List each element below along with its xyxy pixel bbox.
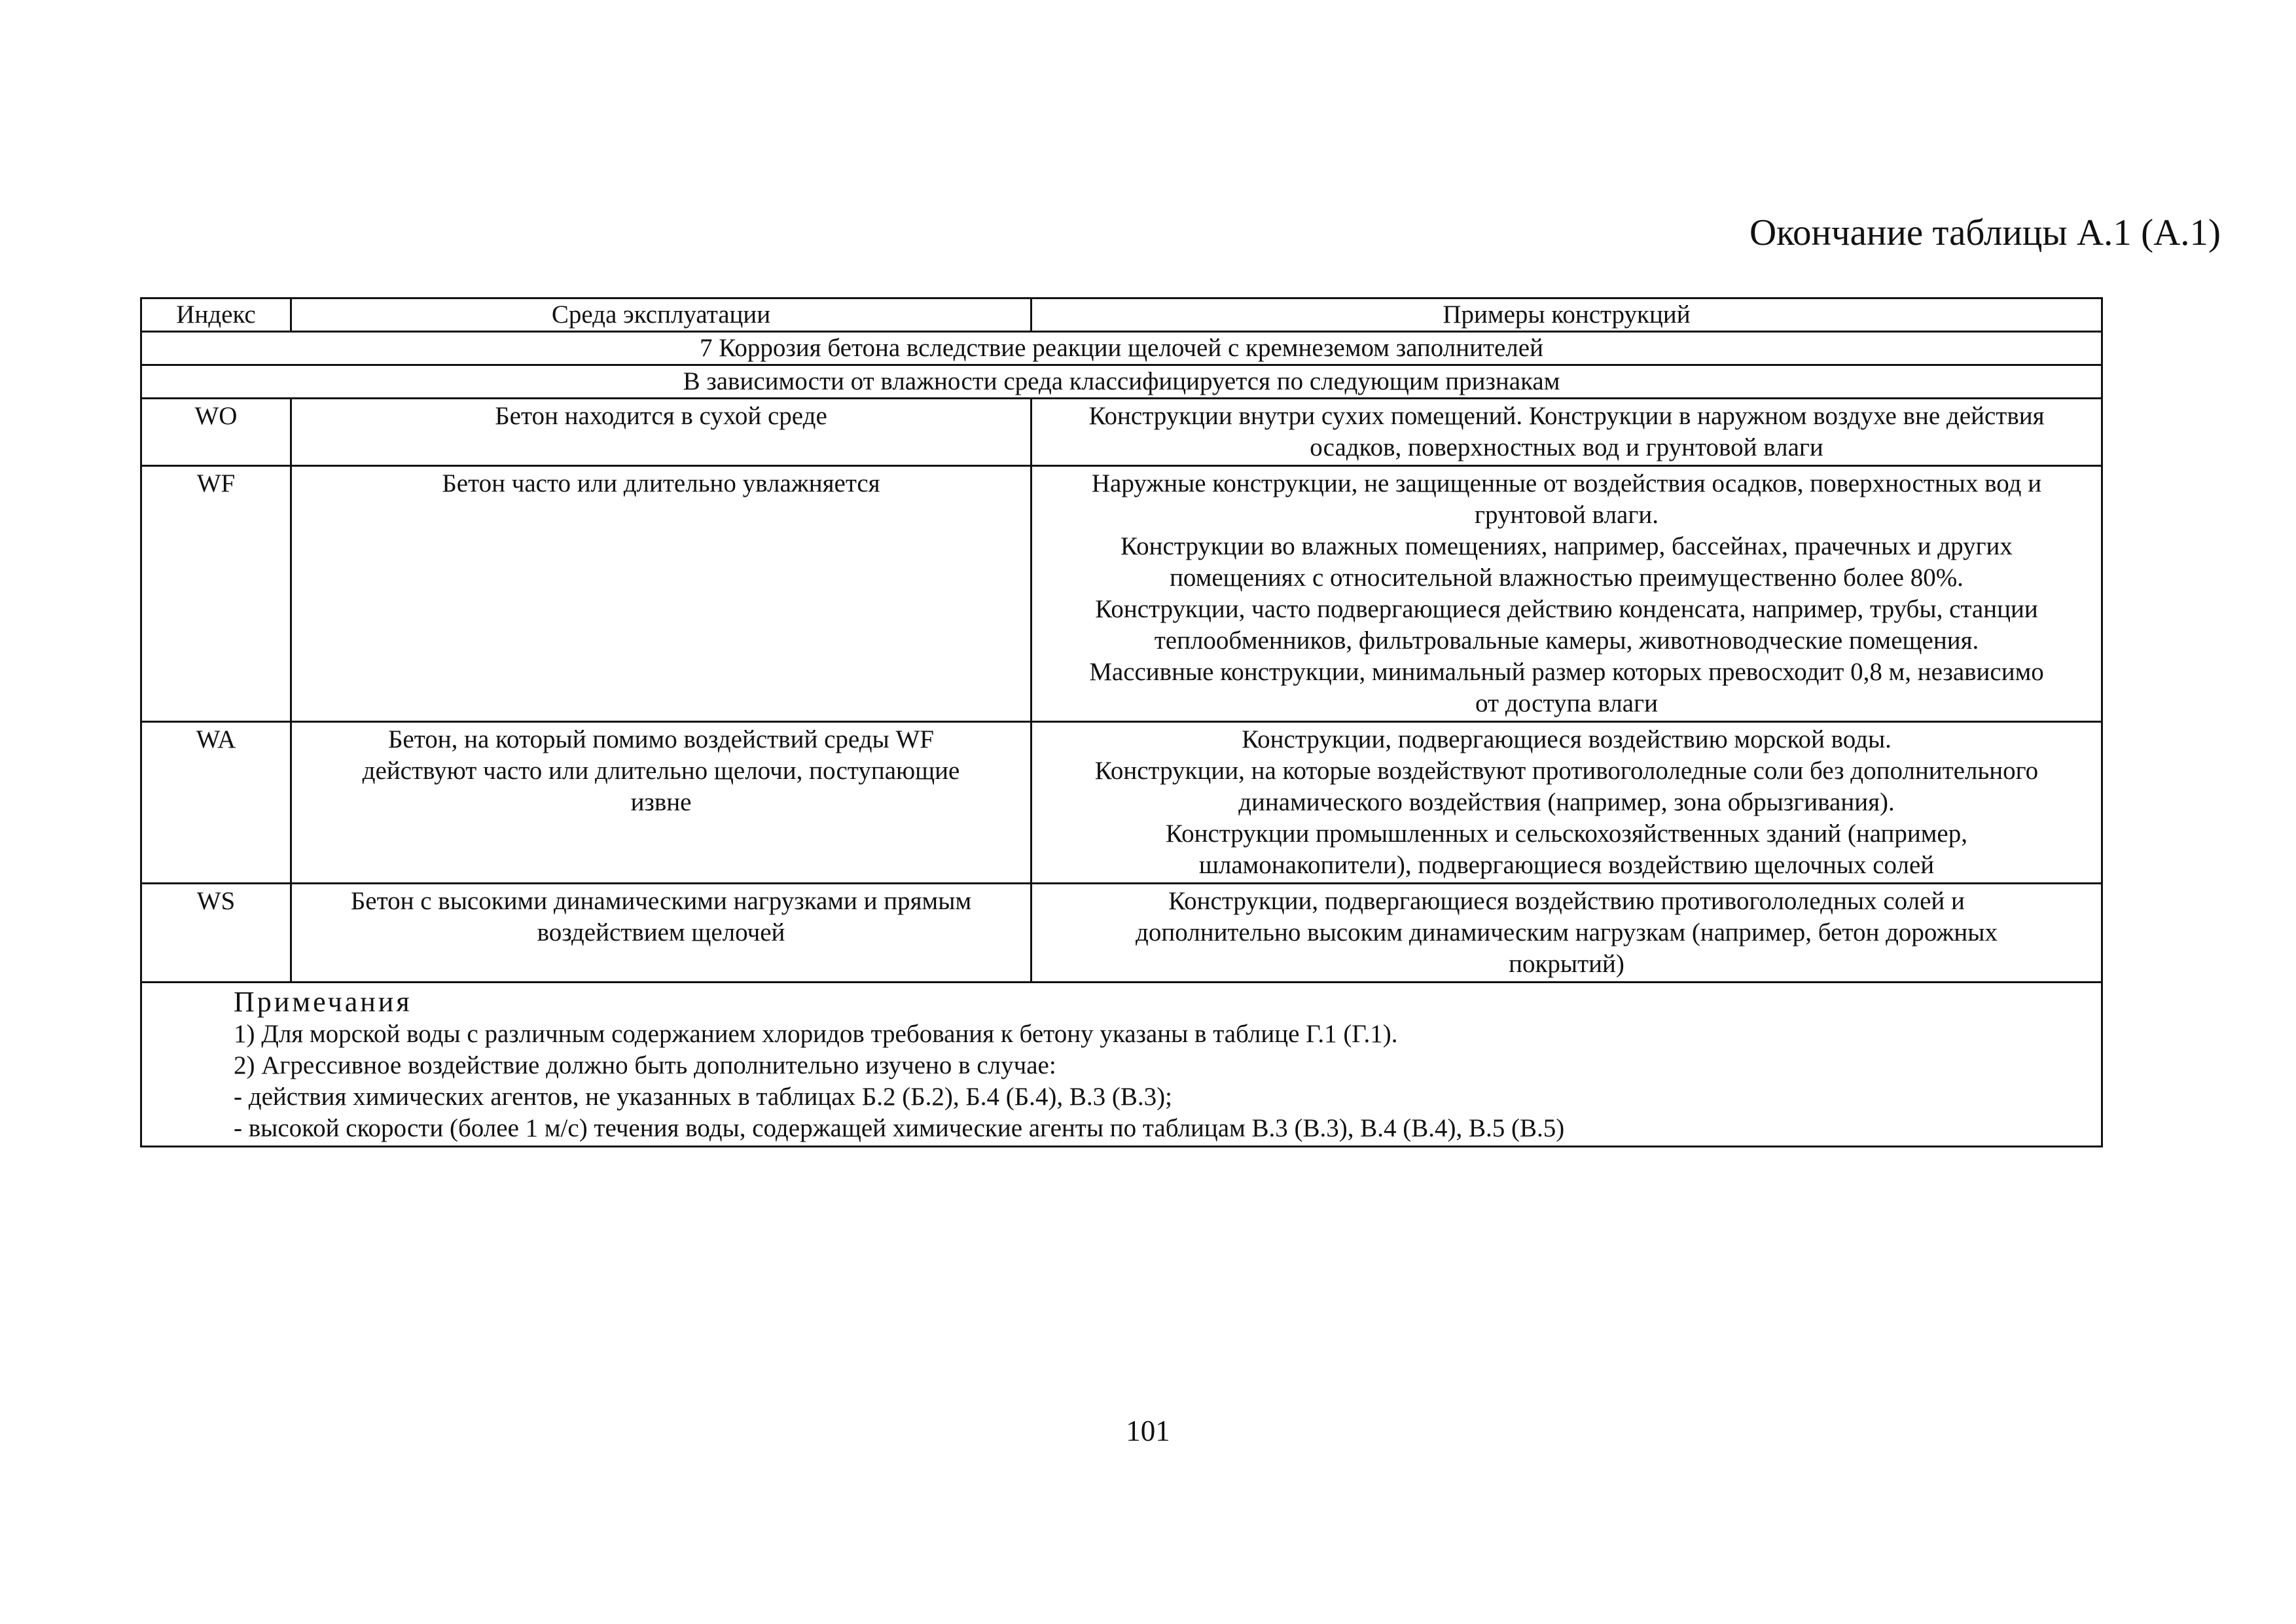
page-number: 101 xyxy=(1126,1415,1170,1447)
environment-line: воздействием щелочей xyxy=(537,918,785,947)
row-environment xyxy=(291,466,1031,722)
table-row xyxy=(141,466,2102,722)
environment-line: Бетон часто или длительно увлажняется xyxy=(442,469,880,497)
row-examples xyxy=(1031,722,2102,884)
examples-line: грунтовой влаги. xyxy=(1475,501,1659,529)
notes-row xyxy=(141,983,2102,1147)
note-line: 1) Для морской воды с различным содержанием хлоридов требования к бетону указаны в таблице Г.1 (Г.1). xyxy=(234,1020,1398,1048)
examples-line: Конструкции, на которые воздействуют противогололедные соли без дополнительного xyxy=(1094,757,2039,785)
examples-line: теплообменников, фильтровальные камеры, животноводческие помещения. xyxy=(1154,626,1979,655)
row-examples xyxy=(1031,466,2102,722)
examples-line: осадков, поверхностных вод и грунтовой влаги xyxy=(1310,433,1823,461)
table-row xyxy=(141,722,2102,884)
environment-line: Бетон, на который помимо воздействий среды WF xyxy=(388,725,934,753)
table-row xyxy=(141,884,2102,983)
row-index: WA xyxy=(141,722,291,884)
note-line: - действия химических агентов, не указанных в таблицах Б.2 (Б.2), Б.4 (Б.4), В.3 (В.3); xyxy=(234,1083,1172,1111)
header-environment: Среда эксплуатации xyxy=(291,298,1031,332)
row-environment xyxy=(291,722,1031,884)
examples-line: Конструкции, подвергающиеся воздействию морской воды. xyxy=(1242,725,1892,753)
environment-line: действуют часто или длительно щелочи, поступающие xyxy=(362,757,960,785)
row-index: WO xyxy=(141,399,291,466)
examples-line: Конструкции, часто подвергающиеся действию конденсата, например, трубы, станции xyxy=(1095,595,2038,623)
row-index: WF xyxy=(141,466,291,722)
row-environment xyxy=(291,884,1031,983)
subsection-title-row xyxy=(141,365,2102,399)
section-title-row xyxy=(141,332,2102,365)
examples-line: динамического воздействия (например, зона обрызгивания). xyxy=(1238,788,1895,816)
section-title: 7 Коррозия бетона вследствие реакции щелочей с кремнеземом заполнителей xyxy=(141,332,2102,365)
examples-line: Конструкции во влажных помещениях, например, бассейнах, прачечных и других xyxy=(1121,532,2013,560)
examples-line: Массивные конструкции, минимальный размер которых превосходит 0,8 м, независимо xyxy=(1089,658,2044,686)
examples-line: шламонакопители), подвергающиеся воздействию щелочных солей xyxy=(1198,851,1935,879)
examples-line: помещениях с относительной влажностью преимущественно более 80%. xyxy=(1170,564,1964,592)
header-index: Индекс xyxy=(141,298,291,332)
examples-line: Конструкции внутри сухих помещений. Конструкции в наружном воздухе вне действия xyxy=(1088,402,2045,430)
table-row xyxy=(141,399,2102,466)
classification-table xyxy=(140,297,2103,1147)
note-line: - высокой скорости (более 1 м/с) течения воды, содержащей химические агенты по таблицам В.3 (В.3), В.4 (В.4), В.5 (В.5) xyxy=(234,1114,1565,1142)
notes-cell xyxy=(141,983,2102,1147)
examples-line: Конструкции промышленных и сельскохозяйственных зданий (например, xyxy=(1166,820,1967,848)
note-line: 2) Агрессивное воздействие должно быть дополнительно изучено в случае: xyxy=(234,1051,1056,1079)
examples-line: Наружные конструкции, не защищенные от воздействия осадков, поверхностных вод и xyxy=(1091,469,2042,497)
examples-line: Конструкции, подвергающиеся воздействию противогололедных солей и xyxy=(1168,887,1965,915)
notes-title: Примечания xyxy=(234,986,412,1018)
row-examples xyxy=(1031,399,2102,466)
subsection-title: В зависимости от влажности среда классифицируется по следующим признакам xyxy=(141,365,2102,399)
examples-line: покрытий) xyxy=(1509,950,1624,978)
examples-line: дополнительно высоким динамическим нагрузкам (например, бетон дорожных xyxy=(1136,918,1998,947)
examples-line: от доступа влаги xyxy=(1475,689,1658,717)
environment-line: извне xyxy=(630,788,692,816)
environment-line: Бетон с высокими динамическими нагрузками и прямым xyxy=(350,887,972,915)
row-examples xyxy=(1031,884,2102,983)
header-examples: Примеры конструкций xyxy=(1031,298,2102,332)
row-index: WS xyxy=(141,884,291,983)
environment-line: Бетон находится в сухой среде xyxy=(495,402,827,430)
table-header-row xyxy=(141,298,2102,332)
row-environment xyxy=(291,399,1031,466)
table-caption: Окончание таблицы А.1 (А.1) xyxy=(1749,212,2221,253)
